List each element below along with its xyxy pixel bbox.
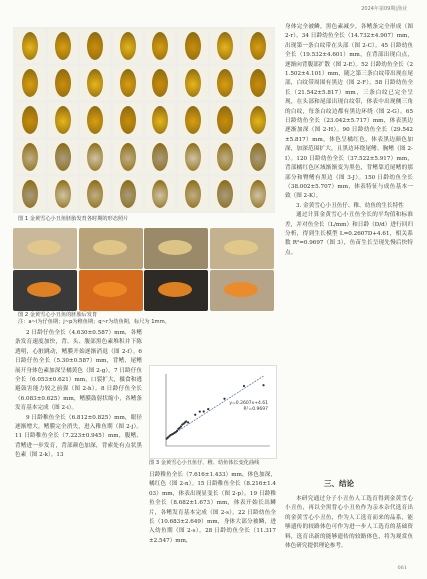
conclusion-paragraph: 本研究通过分子小丑鱼人工选育得到金黄雪心小丑鱼，再以全黑背心小丑鱼作为亲本杂代选育出的金黄雪心小丑鱼，作为人工选育而来的品系，能够遗传的较路体色可作为进一步人工选育的基础资料，选育出新的能够遗传的较路体色，将为观赏鱼体色研究提供理论参考。 (285, 496, 413, 550)
larva-photo (144, 228, 208, 269)
embryo-photo (80, 177, 110, 211)
embryo-photo (210, 103, 240, 137)
figure-1-caption: 图 1 金黄雪心小丑鱼胚胎发育各时期的形态照片 (18, 216, 129, 222)
embryo-photo (210, 29, 240, 63)
figure-2-caption (18, 312, 278, 325)
embryo-photo (113, 103, 143, 137)
body-column-2: 日龄稚鱼全长（7.616±1.433）mm，体色加深，橘红色（图 2-n）。15 日龄稚鱼全长（8.216±1.403）mm，体表出现显变长（图 2-p）。19 日龄稚鱼全长（8.682±1.673）mm，体表开始长出鳞片，各鳍发育基本完成（图 2-s）。22 日龄幼鱼全长（10.683±2.649）mm，身体大部分被鳞，进入幼鱼期（图 2-s）。28 日龄幼鱼全长（11.317±2.547）mm， (149, 472, 276, 544)
embryo-photo (243, 66, 273, 100)
page-number: 061 (397, 565, 407, 571)
embryo-photo (15, 140, 45, 174)
figure-2-caption-title: 图 2 金黄雪心小丑鱼的胚胎后发育 (18, 312, 98, 318)
figure-3-caption: 图 3 金黄雪心小丑鱼仔、稚、幼鱼体长变化曲线 (149, 460, 260, 466)
r-squared-label: R²=0.9697 (243, 407, 268, 412)
embryo-photo (113, 66, 143, 100)
embryo-photo (178, 103, 208, 137)
body-column-1 (15, 329, 142, 461)
embryo-photo (80, 103, 110, 137)
data-point (223, 398, 225, 400)
figure-1-embryo-grid (13, 27, 275, 213)
embryo-photo (113, 140, 143, 174)
embryo-photo (178, 177, 208, 211)
paragraph: 2 日龄仔鱼全长（4.630±0.587）mm，各鳍条发育速度加快，背、头、腹部黑色素堆积并下陈透明，心脏跳动，鳍膜开始逐渐消退（图 2-f）。6 日龄仔鱼全长（5.30±0.587）mm，背鳍、尾鳍展开身体色素加深呈橘黄色（图 2-g）。7 日龄仔鱼全长（6.053±0.621）mm，口裂扩大，摄食和逃避鼓害能力较之前强（图 2-h）。8 日龄仔鱼全长（6.083±0.625）mm，鳍膜鼓射状缩小，各鳍条发育基本完成（图 2-i）。 (15, 330, 142, 412)
embryo-photo (48, 140, 78, 174)
embryo-photo (210, 66, 240, 100)
embryo-photo (243, 29, 273, 63)
embryo-photo (243, 103, 273, 137)
larva-photo (210, 270, 274, 311)
subsection-title: 3. 金黄雪心小丑鱼仔、稚、幼鱼的生长特性 (296, 202, 404, 209)
data-point (187, 421, 189, 423)
embryo-photo (145, 140, 175, 174)
embryo-photo (243, 140, 273, 174)
embryo-photo (48, 66, 78, 100)
figure-2-larva-grid (13, 228, 275, 312)
embryo-photo (15, 29, 45, 63)
embryo-photo (80, 140, 110, 174)
growth-chart-svg (150, 366, 278, 460)
embryo-photo (48, 29, 78, 63)
regression-equation: y=0.2607x+4.61 (229, 401, 268, 406)
embryo-photo (15, 103, 45, 137)
embryo-photo (178, 140, 208, 174)
embryo-photo (178, 29, 208, 63)
embryo-photo (145, 103, 175, 137)
paragraph: 通过计算金黄雪心小丑鱼全长的平均值和标准差，并对鱼全长（L/mm）和日龄（D/d）进行回归分析，得到生长模型 L=0.2607D+4.61，相关系数 R²=0.9697（图 3），鱼苗生长呈现先慢后快特点。 (285, 212, 413, 256)
figure-2-caption-note: 注：a~i为仔鱼期；j~p为稚鱼期；q~r为幼鱼期，标尺为 1mm。 (18, 318, 170, 325)
embryo-photo (210, 140, 240, 174)
paragraph: 9 日龄稚鱼全长（6.812±0.825）mm，眼径逐渐增大，鳍膜完全消失，进入稚鱼期（图 2-j）。11 日龄稚鱼全长（7.223±0.945）mm，腹鳍、背鳍进一步发育，背部颜色加深，背索处有点状黑色素（图 2-k）。13 (15, 414, 142, 459)
data-point (207, 408, 209, 410)
data-point (199, 411, 201, 413)
data-point (262, 384, 264, 386)
data-point (180, 425, 182, 427)
embryo-photo (48, 103, 78, 137)
data-point (203, 410, 205, 412)
embryo-photo (178, 66, 208, 100)
body-column-3 (285, 23, 413, 258)
embryo-photo (243, 177, 273, 211)
larva-photo (210, 228, 274, 269)
larva-photo (13, 228, 77, 269)
embryo-photo (145, 29, 175, 63)
larva-photo (79, 270, 143, 311)
embryo-photo (113, 177, 143, 211)
figure-3-chart (149, 365, 277, 459)
embryo-photo (48, 177, 78, 211)
larva-photo (13, 270, 77, 311)
embryo-photo (80, 29, 110, 63)
embryo-photo (145, 66, 175, 100)
section-title: 三、结论 (324, 479, 354, 488)
larva-photo (144, 270, 208, 311)
embryo-photo (15, 177, 45, 211)
embryo-photo (113, 29, 143, 63)
data-point (176, 430, 178, 432)
paragraph: 身体完全被鳞，黑色素减少，各鳍条完全形成（图 2-r）。34 日龄幼鱼全长（14.732±4.907）mm，出现第一条白纹带在头部（图 2-C）。45 日龄幼鱼全长（19.532±4.601）mm，在背部出现白点，逐渐向背腹部扩散（图 2-E）。52 日龄幼鱼全长（21.502±4.101）mm，随之第三条白纹带出现在尾部，白纹带周围有黑边（图 2-F）。58 日龄幼鱼全长（21.542±5.817）mm，三条白纹已完全呈现，在头部和尾部出现白纹带，体表中出现侧三角的白纹，每条白纹边都有黑边环绕（图 2-G）。65 日龄幼鱼全长（23.042±5.717）mm，体表黑边逐渐加深（图 2-H）。90 日龄幼鱼全长（29.542±5.817）mm，体色呈橘红色，体表黑边颜色加深，加深范围扩大，且黑边环绕尾鳍、胸鳍（图 2-I）。120 日龄幼鱼全长（37.522±5.917）mm，背部橘红色区域渐渐变为黑色，背鳍靠近尾鳍的那部分和臀鳍有黑边（图 3-J）。150 日龄幼鱼全长（38.002±5.707）mm，体表特征与成鱼基本一致（图 2-K）。 (285, 24, 413, 200)
embryo-photo (210, 177, 240, 211)
embryo-photo (15, 66, 45, 100)
page-header: 2024年第09期|渔业 (361, 6, 407, 12)
data-point (243, 385, 245, 387)
embryo-photo (80, 66, 110, 100)
data-point (194, 414, 196, 416)
larva-photo (79, 228, 143, 269)
embryo-photo (145, 177, 175, 211)
data-point (185, 420, 187, 422)
